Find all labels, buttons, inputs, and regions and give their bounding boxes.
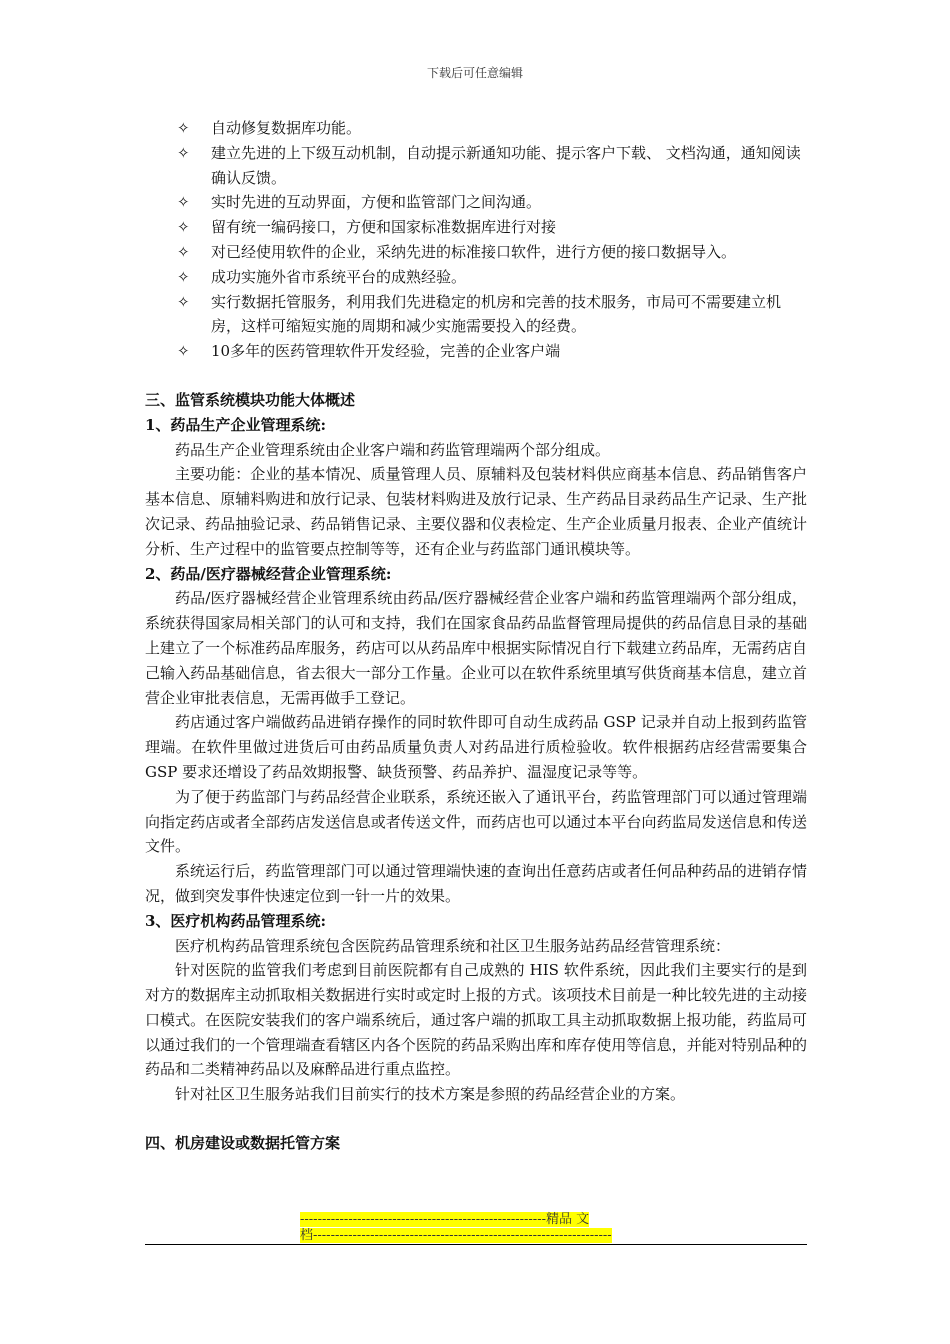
spacer bbox=[145, 364, 807, 388]
page-header-note: 下载后可任意编辑 bbox=[426, 66, 523, 80]
subsection-2-heading: 2、药品/医疗器械经营企业管理系统: bbox=[145, 564, 392, 583]
list-item: ✧ 对已经使用软件的企业，采纳先进的标准接口软件，进行方便的接口数据导入。 bbox=[145, 240, 807, 265]
paragraph: 为了便于药监部门与药品经营企业联系，系统还嵌入了通讯平台，药监管理部门可以通过管理端向指定药店或者全部药店发送信息或者传送文件，而药店也可以通过本平台向药监局发送信息和传送文件。 bbox=[145, 787, 807, 856]
footer-watermark bbox=[300, 1212, 645, 1244]
diamond-bullet-icon: ✧ bbox=[177, 218, 190, 237]
subsection-3-heading: 3、医疗机构药品管理系统: bbox=[145, 911, 326, 930]
section-4-heading: 四、机房建设或数据托管方案 bbox=[145, 1134, 341, 1153]
footer-line-1: --------------------------------------------------------精品 文 bbox=[300, 1212, 590, 1227]
feature-bullet-list bbox=[145, 116, 807, 364]
diamond-bullet-icon: ✧ bbox=[177, 292, 190, 311]
section-3-heading: 三、监管系统模块功能大体概述 bbox=[145, 390, 356, 409]
diamond-bullet-icon: ✧ bbox=[177, 193, 190, 212]
paragraph: 药店通过客户端做药品进销存操作的同时软件即可自动生成药品 GSP 记录并自动上报到药监管理端。在软件里做过进货后可由药品质量负责人对药品进行质检验收。软件根据药店经营需要集合 GSP 要求还增设了药品效期报警、缺货预警、药品养护、温湿度记录等等。 bbox=[145, 713, 807, 781]
paragraph: 主要功能：企业的基本情况、质量管理人员、原辅料及包装材料供应商基本信息、药品销售客户基本信息、原辅料购进和放行记录、包装材料购进及放行记录、生产药品目录药品生产记录、生产批次记录、药品抽验记录、药品销售记录、主要仪器和仪表检定、生产企业质量月报表、企业产值统计分析、生产过程中的监管要点控制等等，还有企业与药监部门通讯模块等。 bbox=[145, 465, 807, 558]
paragraph: 药品/医疗器械经营企业管理系统由药品/医疗器械经营企业客户端和药监管理端两个部分组成，系统获得国家局相关部门的认可和支持，我们在国家食品药品监督管理局提供的药品信息目录的基础上建立了一个标准药品库服务，药店可以从药品库中根据实际情况自行下载建立药品库，无需药店自己输入药品基础信息，省去很大一部分工作量。企业可以在软件系统里填写供货商基本信息，建立首营企业审批表信息，无需再做手工登记。 bbox=[145, 589, 807, 707]
diamond-bullet-icon: ✧ bbox=[177, 267, 190, 286]
document-body bbox=[145, 116, 807, 1156]
diamond-bullet-icon: ✧ bbox=[177, 242, 190, 261]
spacer bbox=[145, 1107, 807, 1131]
paragraph: 药品生产企业管理系统由企业客户端和药监管理端两个部分组成。 bbox=[175, 440, 611, 459]
list-item: ✧ 实时先进的互动界面，方便和监管部门之间沟通。 bbox=[145, 190, 807, 215]
subsection-1-heading: 1、药品生产企业管理系统: bbox=[145, 415, 326, 434]
paragraph: 针对医院的监管我们考虑到目前医院都有自己成熟的 HIS 软件系统，因此我们主要实行的是到对方的数据库主动抓取相关数据进行实时或定时上报的方式。该项技术目前是一种比较先进的主动接口模式。在医院安装我们的客户端系统后，通过客户端的抓取工具主动抓取数据上报功能，药监局可以通过我们的一个管理端查看辖区内各个医院的药品采购出库和库存使用等信息，并能对特别品种的药品和二类精神药品以及麻醉品进行重点监控。 bbox=[145, 961, 807, 1079]
diamond-bullet-icon: ✧ bbox=[177, 119, 190, 137]
list-item: ✧ 实行数据托管服务，利用我们先进稳定的机房和完善的技术服务，市局可不需要建立机房，这样可缩短实施的周期和减少实施需要投入的经费。 bbox=[145, 290, 807, 340]
paragraph: 医疗机构药品管理系统包含医院药品管理系统和社区卫生服务站药品经营管理系统： bbox=[175, 936, 731, 955]
paragraph: 系统运行后，药监管理部门可以通过管理端快速的查询出任意药店或者任何品种药品的进销存情况，做到突发事件快速定位到一针一片的效果。 bbox=[145, 862, 807, 905]
list-item: ✧ 建立先进的上下级互动机制，自动提示新通知功能、提示客户下载、 文档沟通，通知阅读确认反馈。 bbox=[145, 141, 807, 191]
footer-divider bbox=[145, 1244, 807, 1245]
diamond-bullet-icon: ✧ bbox=[177, 342, 190, 361]
diamond-bullet-icon: ✧ bbox=[177, 143, 190, 162]
list-item: ✧ 成功实施外省市系统平台的成熟经验。 bbox=[145, 265, 807, 290]
list-item: ✧ 10多年的医药管理软件开发经验，完善的企业客户端 bbox=[145, 339, 807, 364]
list-item: ✧ 自动修复数据库功能。 bbox=[145, 116, 807, 141]
paragraph: 针对社区卫生服务站我们目前实行的技术方案是参照的药品经营企业的方案。 bbox=[175, 1085, 686, 1104]
list-item: ✧ 留有统一编码接口，方便和国家标准数据库进行对接 bbox=[145, 215, 807, 240]
footer-line-2: 档-------------------------------------------------------------------- bbox=[300, 1228, 612, 1243]
